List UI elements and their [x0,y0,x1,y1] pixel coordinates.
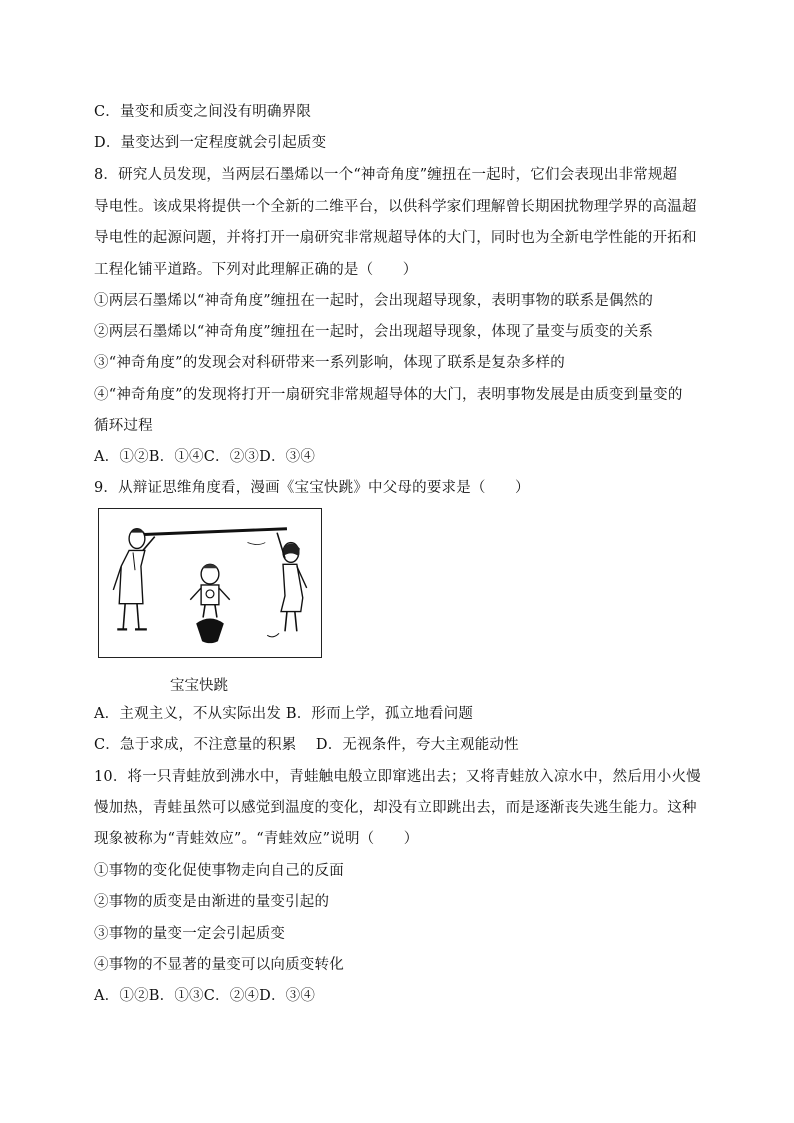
q10-statement-1: ①事物的变化促使事物走向自己的反面 [94,863,344,879]
q9-options-ab: A．主观主义，不从实际出发 B．形而上学，孤立地看问题 [94,706,474,722]
q8-stem-line-4: 工程化铺平道路。下列对此理解正确的是（ ） [94,262,418,278]
q8-statement-4: ④“神奇角度”的发现将打开一扇研究非常规超导体的大门，表明事物发展是由质变到量变的 [94,387,683,403]
cartoon-image [98,508,322,658]
q8-stem-line-2: 导电性。该成果将提供一个全新的二维平台，以供科学家们理解曾长期困扰物理学界的高温超 [94,199,697,215]
q10-stem-line-1: 10．将一只青蛙放到沸水中，青蛙触电般立即窜逃出去；又将青蛙放入凉水中，然后用小火慢 [94,769,701,785]
q8-statement-4-cont: 循环过程 [94,418,153,434]
q8-statement-3: ③“神奇角度”的发现会对科研带来一系列影响，体现了联系是复杂多样的 [94,355,565,371]
q7-option-c: C．量变和质变之间没有明确界限 [94,104,312,120]
q8-statement-2: ②两层石墨烯以“神奇角度”缠扭在一起时，会出现超导现象，体现了量变与质变的关系 [94,324,654,340]
q8-options: A．①②B．①④C．②③D．③④ [94,449,316,465]
q10-options: A．①②B．①③C．②④D．③④ [94,988,316,1004]
cartoon-drawing [99,509,321,657]
q9-stem: 9．从辩证思维角度看，漫画《宝宝快跳》中父母的要求是（ ） [94,480,530,496]
cartoon-caption: 宝宝快跳 [170,678,228,694]
q10-stem-line-2: 慢加热，青蛙虽然可以感觉到温度的变化，却没有立即跳出去，而是逐渐丧失逃生能力。这种 [94,800,697,816]
q10-statement-3: ③事物的量变一定会引起质变 [94,926,286,942]
q8-stem-line-1: 8．研究人员发现，当两层石墨烯以一个“神奇角度”缠扭在一起时，它们会表现出非常规超 [94,167,678,183]
q9-options-cd: C．急于求成，不注意量的积累 D．无视条件，夸大主观能动性 [94,737,519,753]
q10-statement-2: ②事物的质变是由渐进的量变引起的 [94,894,330,910]
q10-statement-4: ④事物的不显著的量变可以向质变转化 [94,957,344,973]
q8-statement-1: ①两层石墨烯以“神奇角度”缠扭在一起时，会出现超导现象，表明事物的联系是偶然的 [94,293,654,309]
q10-stem-line-3: 现象被称为“青蛙效应”。“青蛙效应”说明（ ） [94,831,419,847]
q7-option-d: D．量变达到一定程度就会引起质变 [94,135,327,151]
q8-stem-line-3: 导电性的起源问题，并将打开一扇研究非常规超导体的大门，同时也为全新电学性能的开拓和 [94,230,697,246]
